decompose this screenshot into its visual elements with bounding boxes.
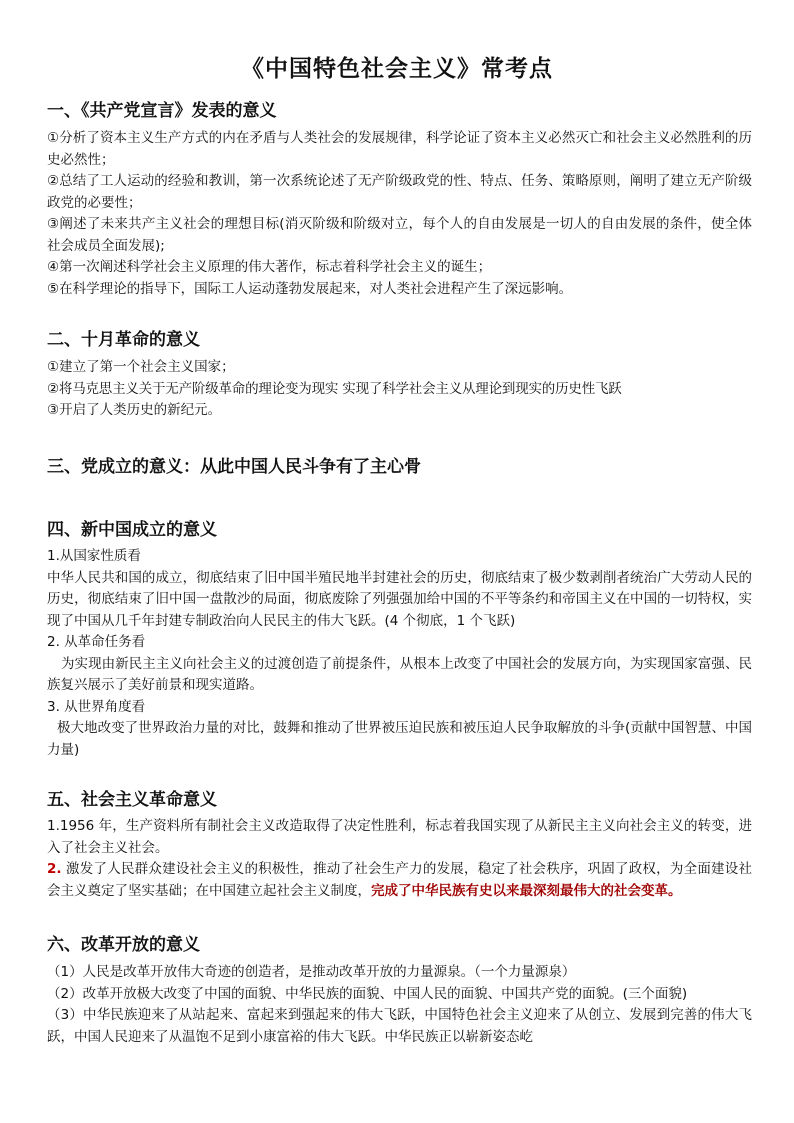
paragraph: 极大地改变了世界政治力量的对比，鼓舞和推动了世界被压迫民族和被压迫人民争取解放的斗争(贡献中国智慧、中国力量) (47, 720, 752, 758)
item-text: 激发了人民群众建设社会主义的积极性，推动了社会生产力的发展，稳定了社会秩序，巩固了政权，为全面建设社会主义奠定了坚实基础；在中国建立起社会主义制度， (47, 861, 752, 899)
list-item: （1）人民是改革开放伟大奇迹的创造者，是推动改革开放的力量源泉。（一个力量源泉） (47, 964, 576, 980)
list-item: ②总结了工人运动的经验和教训，第一次系统论述了无产阶级政党的性、特点、任务、策略原则，阐明了建立无产阶级政党的必要性； (47, 173, 752, 211)
section-heading-communist-manifesto: 一、《共产党宣言》发表的意义 (47, 101, 277, 121)
list-item: （3）中华民族迎来了从站起来、富起来到强起来的伟大飞跃，中国特色社会主义迎来了从创立、发展到完善的伟大飞跃，中国人民迎来了从温饱不足到小康富裕的伟大飞跃。中华民族正以崭新姿态屹 (47, 1007, 752, 1045)
list-item: ④第一次阐述科学社会主义原理的伟大著作，标志着科学社会主义的诞生； (47, 259, 492, 275)
paragraph: 中华人民共和国的成立，彻底结束了旧中国半殖民地半封建社会的历史，彻底结束了极少数剥削者统治广大劳动人民的历史，彻底结束了旧中国一盘散沙的局面，彻底废除了列强强加给中国的不平等条约和帝国主义在中国的一切特权，实现了中国从几千年封建专制政治向人民民主的伟大飞跃。(4 个彻底，1 个飞跃) (47, 569, 752, 629)
section-heading-reform-opening: 六、改革开放的意义 (47, 935, 200, 955)
page-title: 《中国特色社会主义》常考点 (241, 56, 553, 82)
section-heading-new-china: 四、新中国成立的意义 (47, 520, 217, 540)
paragraph: 为实现由新民主主义向社会主义的过渡创造了前提条件，从根本上改变了中国社会的发展方向，为实现国家富强、民族复兴展示了美好前景和现实道路。 (47, 655, 752, 693)
subsection-title: 3. 从世界角度看 (47, 698, 146, 715)
section-body-socialist-revolution (47, 816, 752, 902)
list-item: ③开启了人类历史的新纪元。 (47, 402, 222, 418)
list-item: ③阐述了未来共产主义社会的理想目标(消灭阶级和阶级对立，每个人的自由发展是一切人的自由发展的条件，使全体社会成员全面发展); (47, 216, 752, 254)
item-number: 2. (47, 861, 62, 877)
section-body-communist-manifesto (47, 128, 752, 300)
list-item (47, 859, 752, 902)
section-body-october-revolution (47, 357, 752, 422)
list-item: ①分析了资本主义生产方式的内在矛盾与人类社会的发展规律，科学论证了资本主义必然灭亡和社会主义必然胜利的历史必然性； (47, 130, 752, 168)
section-body-reform-opening (47, 962, 752, 1048)
section-heading-party-founding: 三、党成立的意义：从此中国人民斗争有了主心骨 (47, 457, 421, 477)
list-item: ②将马克思主义关于无产阶级革命的理论变为现实 实现了科学社会主义从理论到现实的历史性飞跃 (47, 380, 622, 397)
list-item: ⑤在科学理论的指导下，国际工人运动蓬勃发展起来，对人类社会进程产生了深远影响。 (47, 280, 573, 297)
subsection-title: 1.从国家性质看 (47, 548, 141, 564)
list-item: 1.1956 年，生产资料所有制社会主义改造取得了决定性胜利，标志着我国实现了从新民主主义向社会主义的转变，进入了社会主义社会。 (47, 818, 752, 856)
section-body-new-china (47, 546, 752, 761)
emphasized-text: 完成了中华民族有史以来最深刻最伟大的社会变革。 (371, 882, 682, 899)
list-item: （2）改革开放极大改变了中国的面貌、中华民族的面貌、中国人民的面貌、中国共产党的面貌。(三个面貌) (47, 985, 688, 1002)
list-item: ①建立了第一个社会主义国家； (47, 359, 235, 375)
section-heading-october-revolution: 二、十月革命的意义 (47, 330, 200, 350)
section-heading-socialist-revolution: 五、社会主义革命意义 (47, 790, 217, 810)
subsection-title: 2. 从革命任务看 (47, 634, 146, 650)
